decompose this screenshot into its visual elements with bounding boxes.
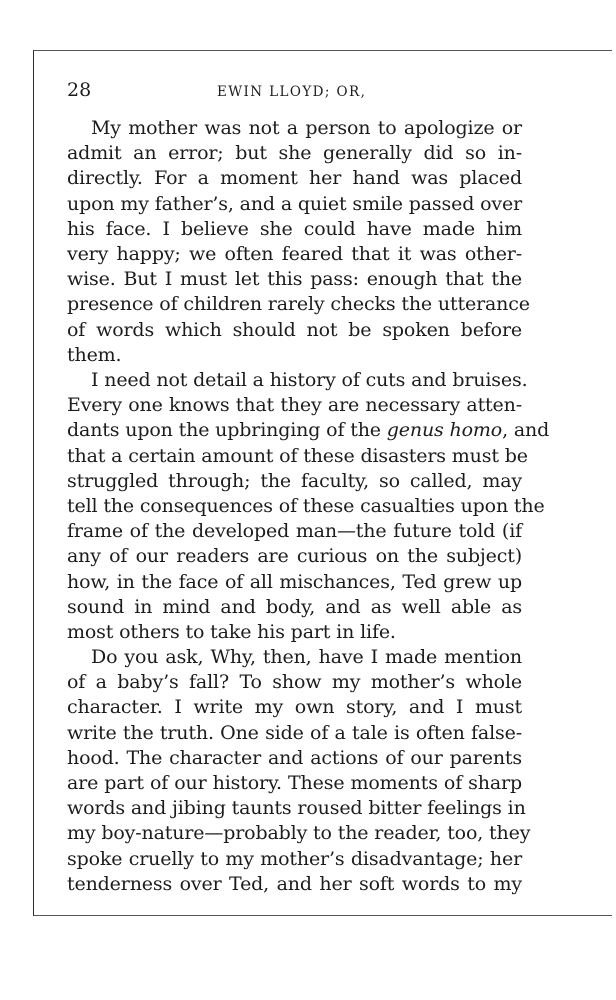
text-line: of a baby’s fall? To show my mother’s whole — [67, 671, 522, 694]
paragraph-1 — [67, 116, 530, 368]
text-line: frame of the developed man—the future told (if — [67, 520, 522, 543]
text-line: write the truth. One side of a tale is often false- — [67, 721, 522, 744]
text-line: Do you ask, Why, then, have I made mention — [91, 646, 522, 668]
text-line: Every one knows that they are necessary atten- — [67, 394, 522, 417]
text-line: wise. But I must let this pass: enough that the — [67, 268, 522, 291]
italic-phrase: genus homo — [386, 419, 503, 442]
running-title: EWIN LLOYD; OR, — [217, 84, 367, 100]
text-line: are part of our history. These moments of sharp — [67, 771, 522, 794]
text-line: of words which should not be spoken before — [67, 318, 522, 341]
text-line: how, in the face of all mischances, Ted grew up — [67, 570, 522, 593]
text-line: words and jibing taunts roused bitter feelings in — [67, 797, 526, 820]
text-line: my boy-nature—probably to the reader, too, they — [67, 822, 531, 845]
page-number: 28 — [67, 79, 92, 101]
text-line: presence of children rarely checks the utterance — [67, 293, 530, 316]
text-line: character. I write my own story, and I must — [67, 696, 522, 719]
text-line: very happy; we often feared that it was other- — [67, 242, 522, 265]
paragraph-2 — [67, 368, 550, 645]
text-line: that a certain amount of these disasters must be — [67, 444, 528, 467]
running-header — [67, 76, 547, 104]
text-line: My mother was not a person to apologize or — [91, 117, 522, 139]
text-line: struggled through; the faculty, so called, may — [67, 469, 522, 492]
text-segment: dants upon the upbringing of the — [67, 419, 387, 442]
text-line: tell the consequences of these casualties upon the — [67, 494, 545, 517]
text-line: admit an error; but she generally did so in- — [67, 142, 522, 165]
paragraph-3 — [67, 645, 531, 897]
text-line: tenderness over Ted, and her soft words to my — [67, 872, 522, 895]
text-line: hood. The character and actions of our parents — [67, 746, 522, 769]
text-line: any of our readers are curious on the subject) — [67, 545, 522, 568]
text-line: upon my father’s, and a quiet smile passed over — [67, 192, 522, 215]
text-line: I need not detail a history of cuts and bruises. — [91, 369, 528, 391]
text-line: spoke cruelly to my mother’s disadvantage; her — [67, 847, 522, 870]
text-line: them. — [67, 343, 122, 366]
text-line: most others to take his part in life. — [67, 620, 396, 643]
text-segment: , and — [502, 419, 550, 442]
text-line-with-italic — [67, 418, 550, 443]
text-line: sound in mind and body, and as well able as — [67, 595, 522, 618]
text-line: directly. For a moment her hand was placed — [67, 167, 522, 190]
text-line: his face. I believe she could have made him — [67, 217, 522, 240]
